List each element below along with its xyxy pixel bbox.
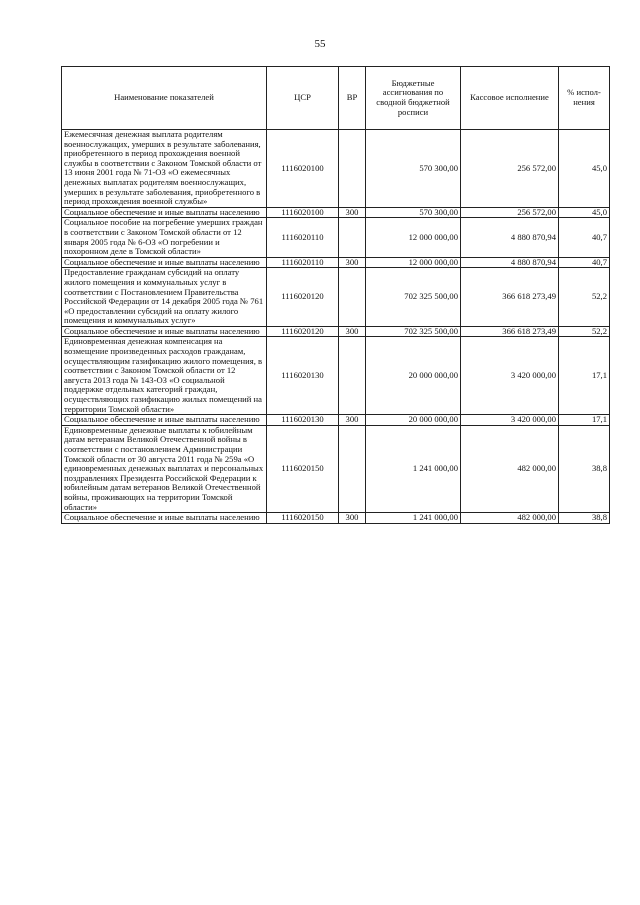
cell-vr: 300 <box>339 326 366 337</box>
cell-cash: 4 880 870,94 <box>461 218 559 257</box>
cell-name: Социальное обеспечение и иные выплаты населению <box>62 415 267 426</box>
cell-csr: 1116020110 <box>267 257 339 268</box>
header-cash: Кассовое исполнение <box>461 67 559 130</box>
cell-pct: 38,8 <box>559 513 610 524</box>
cell-name: Социальное обеспечение и иные выплаты населению <box>62 257 267 268</box>
table-row <box>62 257 610 268</box>
cell-vr: 300 <box>339 415 366 426</box>
cell-budget: 702 325 500,00 <box>366 326 461 337</box>
cell-cash: 366 618 273,49 <box>461 326 559 337</box>
cell-name: Социальное обеспечение и иные выплаты населению <box>62 513 267 524</box>
cell-csr: 1116020150 <box>267 513 339 524</box>
cell-cash: 482 000,00 <box>461 513 559 524</box>
cell-cash: 4 880 870,94 <box>461 257 559 268</box>
cell-cash: 3 420 000,00 <box>461 337 559 415</box>
cell-budget: 12 000 000,00 <box>366 218 461 257</box>
cell-budget: 570 300,00 <box>366 207 461 218</box>
table-row <box>62 130 610 208</box>
table-row <box>62 415 610 426</box>
cell-vr: 300 <box>339 257 366 268</box>
table-header-row <box>62 67 610 130</box>
cell-csr: 1116020100 <box>267 207 339 218</box>
table-row <box>62 425 610 512</box>
cell-csr: 1116020130 <box>267 337 339 415</box>
cell-vr <box>339 268 366 327</box>
cell-pct: 52,2 <box>559 326 610 337</box>
cell-vr <box>339 337 366 415</box>
table-row <box>62 268 610 327</box>
cell-name: Единовременные денежные выплаты к юбилейным датам ветеранам Великой Отечественной войны в соответствии с постановлением Администрации Томской области от 30 августа 2011 года № 259а «О единовременных денежных выплатах и персональных поздравлениях Президента Российской Федерации к юбилейным датам ветеранов Великой Отечественной войны, проживающих на территории Томской области» <box>62 425 267 512</box>
header-pct: % испол-нения <box>559 67 610 130</box>
cell-budget: 1 241 000,00 <box>366 513 461 524</box>
cell-vr <box>339 218 366 257</box>
cell-csr: 1116020120 <box>267 268 339 327</box>
table-row <box>62 218 610 257</box>
cell-csr: 1116020150 <box>267 425 339 512</box>
cell-name: Единовременная денежная компенсация на возмещение произведенных расходов гражданам, осуществляющим газификацию жилого помещения, в соответствии с Законом Томской области от 12 августа 2013 года № 143-ОЗ «О социальной поддержке отдельных категорий граждан, осуществляющих газификацию жилых помещений на территории Томской области» <box>62 337 267 415</box>
cell-name: Ежемесячная денежная выплата родителям военнослужащих, умерших в результате заболевания, приобретенного в период прохождения военной службы в соответствии с Законом Томской области от 13 июня 2001 года № 71-ОЗ «О ежемесячных денежных выплатах родителям военнослужащих, умерших в результате заболевания, приобретенного в период прохождения военной службы» <box>62 130 267 208</box>
cell-pct: 40,7 <box>559 218 610 257</box>
header-vr: ВР <box>339 67 366 130</box>
cell-budget: 702 325 500,00 <box>366 268 461 327</box>
table-row <box>62 513 610 524</box>
cell-cash: 256 572,00 <box>461 207 559 218</box>
cell-pct: 45,0 <box>559 207 610 218</box>
cell-csr: 1116020120 <box>267 326 339 337</box>
cell-vr: 300 <box>339 207 366 218</box>
cell-pct: 17,1 <box>559 415 610 426</box>
cell-budget: 570 300,00 <box>366 130 461 208</box>
cell-vr <box>339 425 366 512</box>
cell-budget: 12 000 000,00 <box>366 257 461 268</box>
table-row <box>62 326 610 337</box>
header-name: Наименование показателей <box>62 67 267 130</box>
budget-execution-table <box>61 66 610 524</box>
cell-csr: 1116020100 <box>267 130 339 208</box>
cell-vr: 300 <box>339 513 366 524</box>
cell-name: Социальное пособие на погребение умерших граждан в соответствии с Законом Томской области от 12 января 2005 года № 6-ОЗ «О погребении и похоронном деле в Томской области» <box>62 218 267 257</box>
cell-pct: 52,2 <box>559 268 610 327</box>
cell-pct: 38,8 <box>559 425 610 512</box>
cell-name: Социальное обеспечение и иные выплаты населению <box>62 326 267 337</box>
header-csr: ЦСР <box>267 67 339 130</box>
cell-cash: 3 420 000,00 <box>461 415 559 426</box>
cell-name: Предоставление гражданам субсидий на оплату жилого помещения и коммунальных услуг в соответствии с Постановлением Правительства Российской Федерации от 14 декабря 2005 года № 761 «О предоставлении субсидий на оплату жилого помещения и коммунальных услуг» <box>62 268 267 327</box>
cell-budget: 20 000 000,00 <box>366 337 461 415</box>
cell-cash: 256 572,00 <box>461 130 559 208</box>
table-row <box>62 337 610 415</box>
cell-budget: 1 241 000,00 <box>366 425 461 512</box>
cell-pct: 40,7 <box>559 257 610 268</box>
cell-cash: 366 618 273,49 <box>461 268 559 327</box>
cell-csr: 1116020130 <box>267 415 339 426</box>
header-budget: Бюджетные ассигнования по сводной бюджетной росписи <box>366 67 461 130</box>
cell-vr <box>339 130 366 208</box>
cell-budget: 20 000 000,00 <box>366 415 461 426</box>
cell-csr: 1116020110 <box>267 218 339 257</box>
cell-pct: 45,0 <box>559 130 610 208</box>
page-number: 55 <box>314 38 326 50</box>
cell-pct: 17,1 <box>559 337 610 415</box>
cell-cash: 482 000,00 <box>461 425 559 512</box>
table-row <box>62 207 610 218</box>
cell-name: Социальное обеспечение и иные выплаты населению <box>62 207 267 218</box>
